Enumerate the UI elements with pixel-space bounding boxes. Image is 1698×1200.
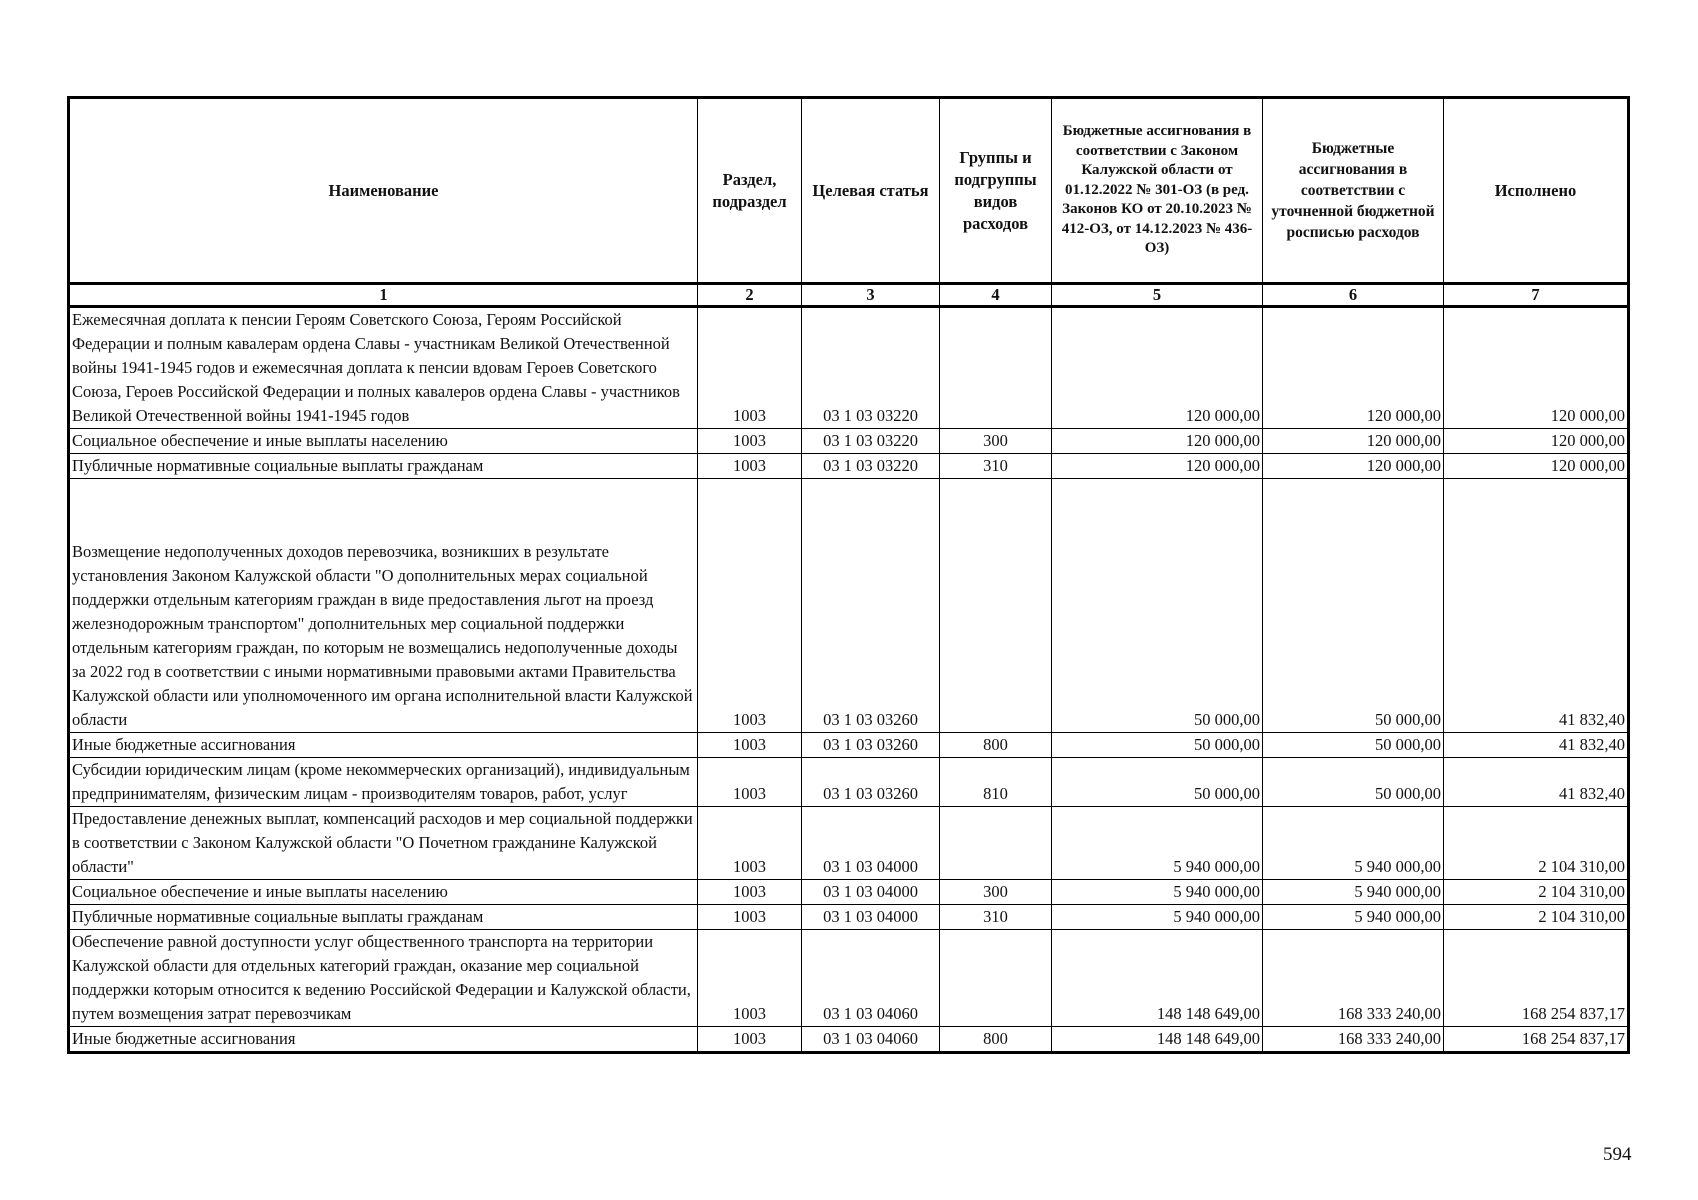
row-law-amount: 120 000,00 [1052,454,1263,479]
row-plan-amount: 50 000,00 [1263,733,1444,758]
row-article: 03 1 03 04060 [802,930,940,1027]
row-plan-amount: 5 940 000,00 [1263,807,1444,880]
column-number-row [69,284,1629,307]
row-plan-amount: 120 000,00 [1263,454,1444,479]
row-article: 03 1 03 04000 [802,880,940,905]
table-row [69,307,1629,429]
row-group [940,307,1052,429]
table-row [69,1027,1629,1053]
page-number: 594 [1603,1144,1632,1165]
table-row [69,930,1629,1027]
column-number: 2 [698,284,802,307]
row-plan-amount: 120 000,00 [1263,429,1444,454]
row-law-amount: 50 000,00 [1052,479,1263,733]
row-executed-amount: 120 000,00 [1444,429,1629,454]
table-row [69,905,1629,930]
row-section: 1003 [698,905,802,930]
row-group: 300 [940,880,1052,905]
row-name: Публичные нормативные социальные выплаты гражданам [69,454,698,479]
row-name: Обеспечение равной доступности услуг общественного транспорта на территории Калужской области для отдельных категорий граждан, оказание мер социальной поддержки которым относится к ведению Российской Федерации и Калужской области, путем возмещения затрат перевозчикам [69,930,698,1027]
table-row [69,807,1629,880]
row-group [940,479,1052,733]
table-row [69,429,1629,454]
column-number: 4 [940,284,1052,307]
row-executed-amount: 168 254 837,17 [1444,930,1629,1027]
row-plan-amount: 50 000,00 [1263,758,1444,807]
header-section: Раздел, подраздел [698,98,802,284]
row-section: 1003 [698,479,802,733]
row-article: 03 1 03 03260 [802,758,940,807]
header-name: Наименование [69,98,698,284]
table-row [69,479,1629,733]
header-plan-allocations: Бюджетные ассигнования в соответствии с уточненной бюджетной росписью расходов [1263,98,1444,284]
column-number: 6 [1263,284,1444,307]
row-executed-amount: 2 104 310,00 [1444,807,1629,880]
row-law-amount: 148 148 649,00 [1052,1027,1263,1053]
row-name: Ежемесячная доплата к пенсии Героям Советского Союза, Героям Российской Федерации и полным кавалерам ордена Славы - участникам Великой Отечественной войны 1941-1945 годов и ежемесячная доплата к пенсии вдовам Героев Советского Союза, Героев Российской Федерации и полных кавалеров ордена Славы - участников Великой Отечественной войны 1941-1945 годов [69,307,698,429]
row-plan-amount: 168 333 240,00 [1263,930,1444,1027]
row-law-amount: 50 000,00 [1052,758,1263,807]
column-number: 1 [69,284,698,307]
row-group [940,807,1052,880]
row-law-amount: 5 940 000,00 [1052,807,1263,880]
row-group: 800 [940,733,1052,758]
table-row [69,758,1629,807]
row-group: 310 [940,905,1052,930]
row-plan-amount: 120 000,00 [1263,307,1444,429]
column-number: 7 [1444,284,1629,307]
header-row [69,98,1629,284]
row-plan-amount: 50 000,00 [1263,479,1444,733]
row-section: 1003 [698,307,802,429]
row-name: Социальное обеспечение и иные выплаты населению [69,880,698,905]
row-plan-amount: 168 333 240,00 [1263,1027,1444,1053]
row-section: 1003 [698,1027,802,1053]
row-executed-amount: 120 000,00 [1444,307,1629,429]
row-article: 03 1 03 04000 [802,807,940,880]
row-plan-amount: 5 940 000,00 [1263,905,1444,930]
row-executed-amount: 41 832,40 [1444,733,1629,758]
row-article: 03 1 03 03260 [802,733,940,758]
row-law-amount: 148 148 649,00 [1052,930,1263,1027]
table-row [69,880,1629,905]
row-name: Возмещение недополученных доходов перевозчика, возникших в результате установления Законом Калужской области "О дополнительных мерах социальной поддержки отдельным категориям граждан в виде предоставления льгот на проезд железнодорожным транспортом" дополнительных мер социальной поддержки отдельным категориям граждан, по которым не возмещались недополученные доходы за 2022 год в соответствии с иными нормативными правовыми актами Правительства Калужской области или уполномоченного им органа исполнительной власти Калужской области [69,479,698,733]
row-executed-amount: 120 000,00 [1444,454,1629,479]
row-law-amount: 5 940 000,00 [1052,880,1263,905]
header-article: Целевая статья [802,98,940,284]
row-name: Иные бюджетные ассигнования [69,1027,698,1053]
row-name: Предоставление денежных выплат, компенсаций расходов и мер социальной поддержки в соответствии с Законом Калужской области "О Почетном гражданине Калужской области" [69,807,698,880]
row-section: 1003 [698,758,802,807]
row-law-amount: 120 000,00 [1052,307,1263,429]
header-expense-group: Группы и подгруппы видов расходов [940,98,1052,284]
row-group: 800 [940,1027,1052,1053]
header-executed: Исполнено [1444,98,1629,284]
table-row [69,733,1629,758]
row-group: 300 [940,429,1052,454]
row-name: Субсидии юридическим лицам (кроме некоммерческих организаций), индивидуальным предпринимателям, физическим лицам - производителям товаров, работ, услуг [69,758,698,807]
row-article: 03 1 03 04060 [802,1027,940,1053]
row-section: 1003 [698,930,802,1027]
row-executed-amount: 168 254 837,17 [1444,1027,1629,1053]
row-section: 1003 [698,880,802,905]
row-executed-amount: 2 104 310,00 [1444,905,1629,930]
row-article: 03 1 03 03260 [802,479,940,733]
column-number: 3 [802,284,940,307]
row-law-amount: 5 940 000,00 [1052,905,1263,930]
row-executed-amount: 2 104 310,00 [1444,880,1629,905]
row-article: 03 1 03 03220 [802,429,940,454]
row-name: Иные бюджетные ассигнования [69,733,698,758]
row-group: 310 [940,454,1052,479]
row-section: 1003 [698,807,802,880]
row-name: Социальное обеспечение и иные выплаты населению [69,429,698,454]
header-law-allocations: Бюджетные ассигнования в соответствии с Законом Калужской области от 01.12.2022 № 301-ОЗ (в ред. Законов КО от 20.10.2023 № 412-ОЗ, от 14.12.2023 № 436-ОЗ) [1052,98,1263,284]
row-executed-amount: 41 832,40 [1444,479,1629,733]
row-article: 03 1 03 03220 [802,307,940,429]
row-section: 1003 [698,454,802,479]
row-article: 03 1 03 03220 [802,454,940,479]
row-group: 810 [940,758,1052,807]
row-article: 03 1 03 04000 [802,905,940,930]
row-plan-amount: 5 940 000,00 [1263,880,1444,905]
table-row [69,454,1629,479]
row-section: 1003 [698,733,802,758]
row-name: Публичные нормативные социальные выплаты гражданам [69,905,698,930]
column-number: 5 [1052,284,1263,307]
budget-table [67,96,1630,1054]
row-group [940,930,1052,1027]
row-law-amount: 50 000,00 [1052,733,1263,758]
row-law-amount: 120 000,00 [1052,429,1263,454]
row-section: 1003 [698,429,802,454]
row-executed-amount: 41 832,40 [1444,758,1629,807]
